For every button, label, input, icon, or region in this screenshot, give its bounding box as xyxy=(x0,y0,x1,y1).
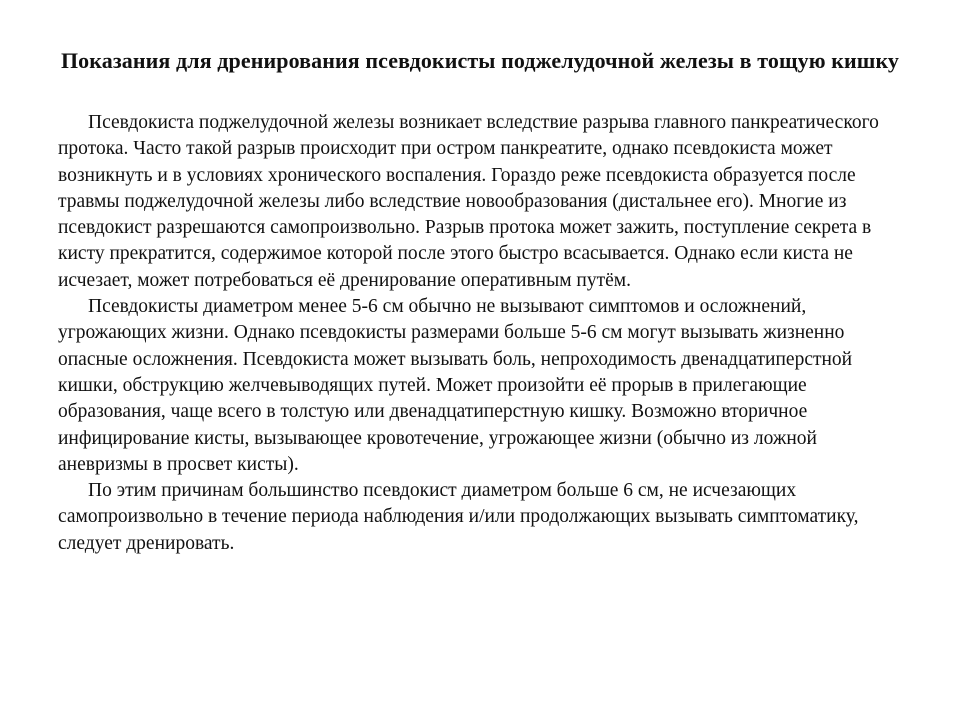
slide-title: Показания для дренирования псевдокисты поджелудочной железы в тощую кишку xyxy=(60,48,900,73)
paragraph-2: Псевдокисты диаметром менее 5-6 см обычно не вызывают симптомов и осложнений, угрожающих жизни. Однако псевдокисты размерами больше 5-6 см могут вызывать жизненно опасные осложнения. Псевдокиста может вызывать боль, непроходимость двенадцатиперстной кишки, обструкцию желчевыводящих путей. Может произойти её прорыв в прилегающие образования, чаще всего в толстую или двенадцатиперстную кишку. Возможно вторичное инфицирование кисты, вызывающее кровотечение, угрожающее жизни (обычно из ложной аневризмы в просвет кисты). xyxy=(58,296,853,475)
paragraph-1: Псевдокиста поджелудочной железы возникает вследствие разрыва главного панкреатического протока. Часто такой разрыв происходит при остром панкреатите, однако псевдокиста может возникнуть и в условиях хронического воспаления. Гораздо реже псевдокиста образуется после травмы поджелудочной железы либо вследствие новообразования (дистальнее его). Многие из псевдокист разрешаются самопроизвольно. Разрыв протока может зажить, поступление секрета в кисту прекратится, содержимое которой после этого быстро всасывается. Однако если киста не исчезает, может потребоваться её дренирование оперативным путём. xyxy=(58,112,879,291)
slide-body xyxy=(58,110,904,557)
paragraph-3: По этим причинам большинство псевдокист диаметром больше 6 см, не исчезающих самопроизвольно в течение периода наблюдения и/или продолжающих вызывать симптоматику, следует дренировать. xyxy=(58,480,859,554)
